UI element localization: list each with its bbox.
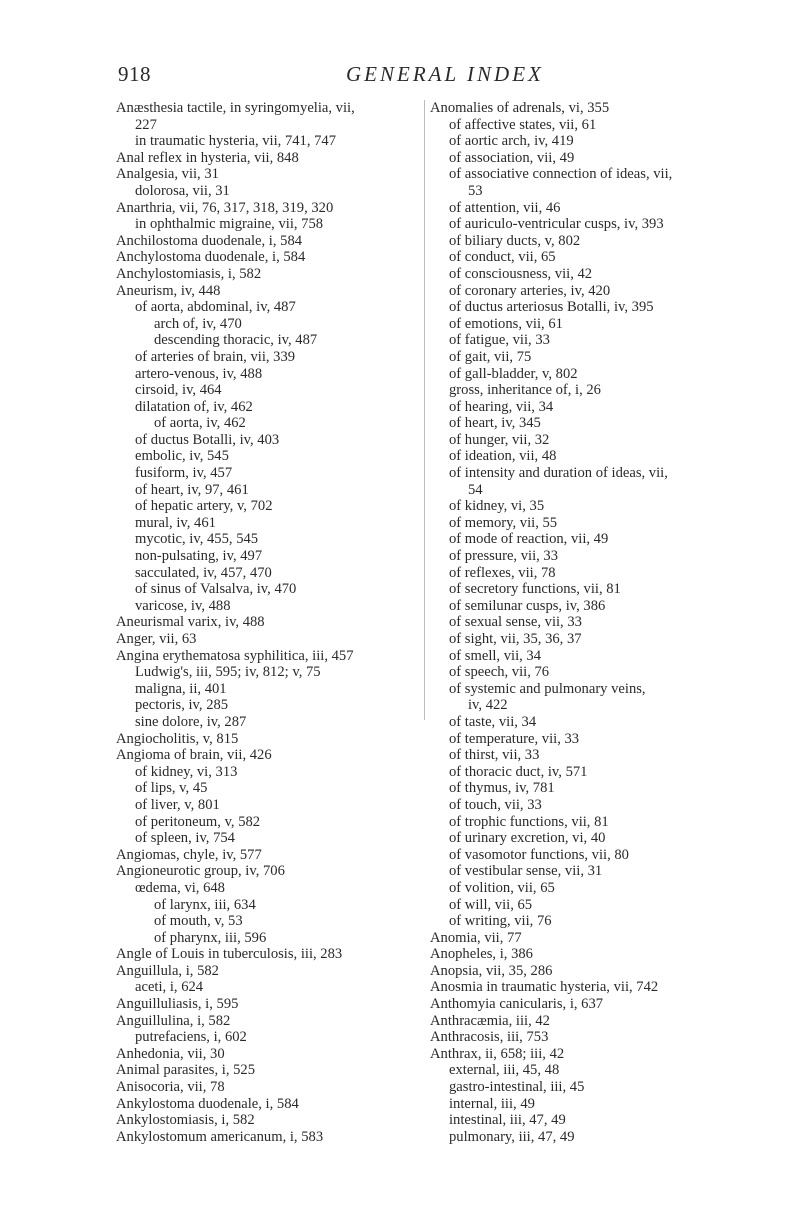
index-entry: 54 xyxy=(468,481,483,498)
index-entry: gross, inheritance of, i, 26 xyxy=(449,382,601,399)
index-entry: of consciousness, vii, 42 xyxy=(449,265,593,282)
index-entry: of memory, vii, 55 xyxy=(449,514,558,531)
index-entry: of gall-bladder, v, 802 xyxy=(449,365,578,382)
index-entry: of coronary arteries, iv, 420 xyxy=(449,282,611,299)
index-entry: non-pulsating, iv, 497 xyxy=(135,548,263,565)
index-entry: of semilunar cusps, iv, 386 xyxy=(449,597,606,614)
index-entry: Anthrax, ii, 658; iii, 42 xyxy=(430,1045,565,1062)
index-entry: of spleen, iv, 754 xyxy=(135,830,235,847)
index-entry: Anomalies of adrenals, vi, 355 xyxy=(430,100,610,116)
index-entry: of touch, vii, 33 xyxy=(449,796,542,813)
index-entry: of affective states, vii, 61 xyxy=(449,116,597,133)
index-entry: artero-venous, iv, 488 xyxy=(135,365,263,382)
index-entry: of aorta, iv, 462 xyxy=(154,415,246,432)
index-entry: of fatigue, vii, 33 xyxy=(449,332,550,349)
index-entry: Ankylostomum americanum, i, 583 xyxy=(116,1128,324,1145)
page-header xyxy=(118,62,678,92)
index-entry: of urinary excretion, vi, 40 xyxy=(449,830,606,847)
index-entry: Anopheles, i, 386 xyxy=(430,946,533,963)
index-entry: Analgesia, vii, 31 xyxy=(116,166,219,183)
index-entry: Anosmia in traumatic hysteria, vii, 742 xyxy=(430,979,659,996)
index-entry: Anal reflex in hysteria, vii, 848 xyxy=(116,149,299,166)
index-entry: of ductus arteriosus Botalli, iv, 395 xyxy=(449,299,654,316)
index-entry: of sexual sense, vii, 33 xyxy=(449,614,582,631)
index-entry: dilatation of, iv, 462 xyxy=(135,398,253,415)
index-entry: of larynx, iii, 634 xyxy=(154,896,256,913)
index-entry: varicose, iv, 488 xyxy=(135,597,231,614)
index-entry: of trophic functions, vii, 81 xyxy=(449,813,609,830)
index-entry: of conduct, vii, 65 xyxy=(449,249,556,266)
index-entry: of vasomotor functions, vii, 80 xyxy=(449,846,629,863)
index-entry: of sight, vii, 35, 36, 37 xyxy=(449,631,582,647)
index-entry: of writing, vii, 76 xyxy=(449,913,552,930)
index-entry: of kidney, vi, 35 xyxy=(449,498,545,515)
index-entry: Angina erythematosa syphilitica, iii, 457 xyxy=(116,647,354,664)
index-entry: of arteries of brain, vii, 339 xyxy=(135,348,296,365)
index-entry: of intensity and duration of ideas, vii, xyxy=(449,465,668,482)
index-entry: of pharynx, iii, 596 xyxy=(154,929,267,946)
index-entry: of aortic arch, iv, 419 xyxy=(449,133,574,150)
index-entry: 53 xyxy=(468,182,483,199)
index-entry: sacculated, iv, 457, 470 xyxy=(135,564,272,581)
index-entry: of hunger, vii, 32 xyxy=(449,431,550,448)
index-entry: of biliary ducts, v, 802 xyxy=(449,232,581,249)
index-column-right xyxy=(430,100,764,1145)
running-head: GENERAL INDEX xyxy=(346,62,544,86)
index-entry: Angle of Louis in tuberculosis, iii, 283 xyxy=(116,946,343,963)
index-entry: of sinus of Valsalva, iv, 470 xyxy=(135,581,297,598)
index-entry: of gait, vii, 75 xyxy=(449,348,532,365)
index-entry: Ankylostoma duodenale, i, 584 xyxy=(116,1095,299,1112)
index-entry: of hearing, vii, 34 xyxy=(449,398,554,415)
index-entry: gastro-intestinal, iii, 45 xyxy=(449,1079,585,1096)
column-divider xyxy=(424,100,425,720)
index-entry: mural, iv, 461 xyxy=(135,514,216,531)
index-entry: of volition, vii, 65 xyxy=(449,879,555,896)
index-entry: of aorta, abdominal, iv, 487 xyxy=(135,299,296,316)
index-column-left xyxy=(116,100,446,1145)
index-entry: of ductus Botalli, iv, 403 xyxy=(135,431,280,448)
index-entry: maligna, ii, 401 xyxy=(135,680,227,697)
index-entry: Aneurismal varix, iv, 488 xyxy=(116,614,265,631)
index-entry: embolic, iv, 545 xyxy=(135,448,229,465)
index-entry: Anisocoria, vii, 78 xyxy=(116,1079,225,1096)
index-entry: of heart, iv, 97, 461 xyxy=(135,481,249,498)
index-entry: mycotic, iv, 455, 545 xyxy=(135,531,259,548)
index-entry: Anthracæmia, iii, 42 xyxy=(430,1012,550,1029)
index-entry: pulmonary, iii, 47, 49 xyxy=(449,1128,575,1145)
index-entry: of pressure, vii, 33 xyxy=(449,548,559,565)
index-entry: of reflexes, vii, 78 xyxy=(449,564,556,581)
index-entry: of vestibular sense, vii, 31 xyxy=(449,863,603,880)
index-entry: external, iii, 45, 48 xyxy=(449,1062,560,1079)
index-entry: Anhedonia, vii, 30 xyxy=(116,1045,225,1062)
index-entry: Aneurism, iv, 448 xyxy=(116,282,221,299)
index-entry: Angiomas, chyle, iv, 577 xyxy=(116,846,262,863)
index-entry: in ophthalmic migraine, vii, 758 xyxy=(135,216,324,233)
index-entry: Anchylostoma duodenale, i, 584 xyxy=(116,249,306,266)
index-entry: of mouth, v, 53 xyxy=(154,913,243,930)
index-entry: Anguilluliasis, i, 595 xyxy=(116,996,239,1013)
index-entry: Anomia, vii, 77 xyxy=(430,929,522,946)
index-entry: of secretory functions, vii, 81 xyxy=(449,581,621,598)
index-entry: Anæsthesia tactile, in syringomyelia, vii, xyxy=(116,100,355,116)
index-entry: 227 xyxy=(135,116,157,133)
index-entry: cirsoid, iv, 464 xyxy=(135,382,222,399)
index-entry: of thirst, vii, 33 xyxy=(449,747,540,764)
index-entry: of ideation, vii, 48 xyxy=(449,448,557,465)
index-entry: of lips, v, 45 xyxy=(135,780,208,797)
index-entry: arch of, iv, 470 xyxy=(154,315,242,332)
page-number: 918 xyxy=(118,62,151,86)
index-entry: Angiocholitis, v, 815 xyxy=(116,730,239,747)
index-entry: internal, iii, 49 xyxy=(449,1095,535,1112)
index-entry: of liver, v, 801 xyxy=(135,796,220,813)
index-entry: dolorosa, vii, 31 xyxy=(135,182,230,199)
index-entry: Anguillulina, i, 582 xyxy=(116,1012,231,1029)
index-entry: of attention, vii, 46 xyxy=(449,199,561,216)
index-entry: of heart, iv, 345 xyxy=(449,415,541,432)
index-entry: Anger, vii, 63 xyxy=(116,631,197,647)
index-entry: of systemic and pulmonary veins, xyxy=(449,680,646,697)
index-entry: of temperature, vii, 33 xyxy=(449,730,580,747)
index-entry: Anchilostoma duodenale, i, 584 xyxy=(116,232,303,249)
index-entry: descending thoracic, iv, 487 xyxy=(154,332,318,349)
index-entry: of mode of reaction, vii, 49 xyxy=(449,531,609,548)
index-entry: Anthomyia canicularis, i, 637 xyxy=(430,996,604,1013)
index-entry: intestinal, iii, 47, 49 xyxy=(449,1112,566,1129)
index-entry: Anthracosis, iii, 753 xyxy=(430,1029,549,1046)
index-entry: of thymus, iv, 781 xyxy=(449,780,555,797)
index-entry: putrefaciens, i, 602 xyxy=(135,1029,247,1046)
index-entry: of hepatic artery, v, 702 xyxy=(135,498,273,515)
index-entry: of emotions, vii, 61 xyxy=(449,315,563,332)
index-entry: Angioma of brain, vii, 426 xyxy=(116,747,272,764)
index-entry: sine dolore, iv, 287 xyxy=(135,713,247,730)
index-entry: of auriculo-ventricular cusps, iv, 393 xyxy=(449,216,664,233)
index-entry: Anopsia, vii, 35, 286 xyxy=(430,962,553,979)
index-entry: of associative connection of ideas, vii, xyxy=(449,166,673,183)
index-entry: of smell, vii, 34 xyxy=(449,647,542,664)
index-entry: Ankylostomiasis, i, 582 xyxy=(116,1112,255,1129)
index-entry: of kidney, vi, 313 xyxy=(135,763,238,780)
index-entry: of association, vii, 49 xyxy=(449,149,575,166)
index-entry: pectoris, iv, 285 xyxy=(135,697,229,714)
index-entry: œdema, vi, 648 xyxy=(135,879,225,896)
index-entry: of thoracic duct, iv, 571 xyxy=(449,763,588,780)
index-entry: in traumatic hysteria, vii, 741, 747 xyxy=(135,133,337,150)
index-entry: Angioneurotic group, iv, 706 xyxy=(116,863,285,880)
index-entry: iv, 422 xyxy=(468,697,508,714)
index-entry: Ludwig's, iii, 595; iv, 812; v, 75 xyxy=(135,664,321,681)
index-entry: fusiform, iv, 457 xyxy=(135,465,233,482)
index-entry: of speech, vii, 76 xyxy=(449,664,550,681)
index-entry: aceti, i, 624 xyxy=(135,979,204,996)
index-entry: Animal parasites, i, 525 xyxy=(116,1062,256,1079)
index-entry: Anarthria, vii, 76, 317, 318, 319, 320 xyxy=(116,199,334,216)
index-entry: of taste, vii, 34 xyxy=(449,713,537,730)
index-entry: of will, vii, 65 xyxy=(449,896,533,913)
index-entry: Anchylostomiasis, i, 582 xyxy=(116,265,262,282)
index-entry: of peritoneum, v, 582 xyxy=(135,813,261,830)
index-entry: Anguillula, i, 582 xyxy=(116,962,219,979)
